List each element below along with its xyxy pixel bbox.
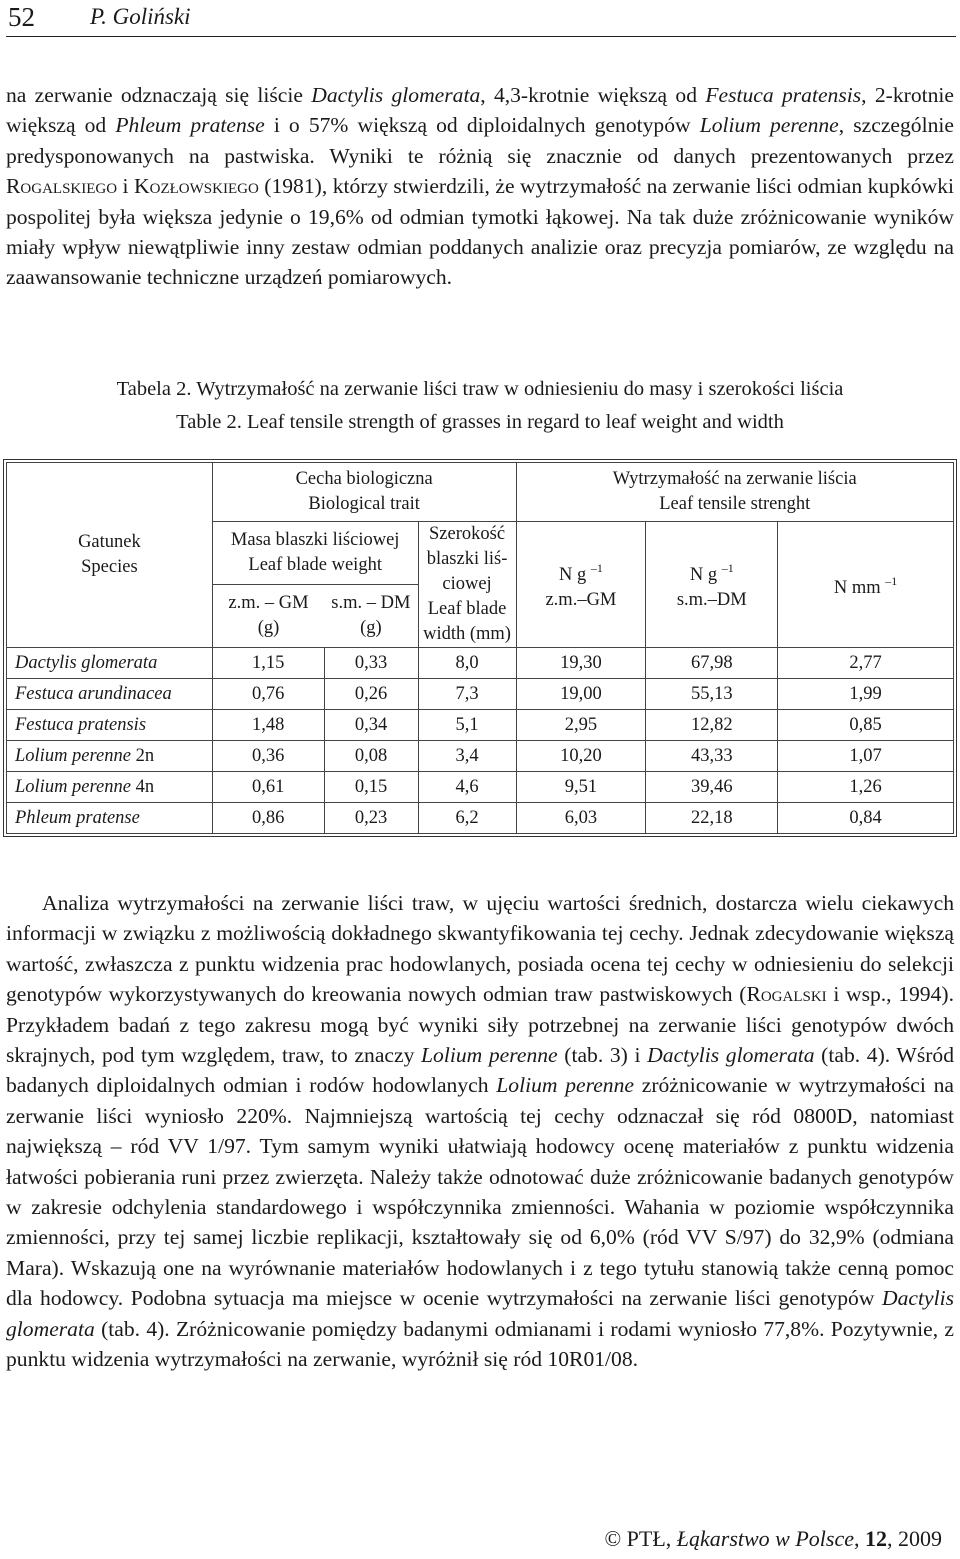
header-strength: Wytrzymałość na zerwanie liścia Leaf tensile strenght [516, 463, 953, 522]
header-dm: s.m. – DM (g) [331, 593, 411, 638]
header-ng-dm: N g $^{-1}$ s.m.–DM [646, 522, 778, 648]
cell-width: 7,3 [418, 679, 516, 710]
cell-dm: 0,26 [324, 679, 418, 710]
cell-nmm: 0,85 [778, 710, 954, 741]
cell-dm: 0,34 [324, 710, 418, 741]
cell-gm: 0,36 [212, 741, 324, 772]
cell-ng-gm: 6,03 [516, 803, 646, 834]
table-caption-en: Table 2. Leaf tensile strength of grasses in regard to leaf weight and width [176, 411, 784, 433]
table-caption-pl: Tabela 2. Wytrzymałość na zerwanie liści traw w odniesieniu do masy i szerokości liścia [116, 378, 844, 400]
cell-ng-dm: 67,98 [646, 648, 778, 679]
header-trait: Cecha biologiczna Biological trait [212, 463, 516, 522]
species-cell: Phleum pratense [7, 803, 213, 834]
table-row [7, 710, 954, 741]
header-mass: Masa blaszki liściowej Leaf blade weight [212, 522, 418, 585]
header-ng-gm: N g $^{-1}$ z.m.–GM [516, 522, 646, 648]
cell-ng-gm: 19,00 [516, 679, 646, 710]
cell-ng-dm: 43,33 [646, 741, 778, 772]
cell-nmm: 1,26 [778, 772, 954, 803]
cell-nmm: 2,77 [778, 648, 954, 679]
cell-width: 8,0 [418, 648, 516, 679]
header-species: Gatunek Species [7, 463, 213, 648]
cell-nmm: 1,99 [778, 679, 954, 710]
cell-width: 3,4 [418, 741, 516, 772]
cell-width: 4,6 [418, 772, 516, 803]
table-row [7, 679, 954, 710]
data-table [6, 462, 954, 834]
cell-dm: 0,15 [324, 772, 418, 803]
cell-width: 6,2 [418, 803, 516, 834]
header-nmm: N mm $^{-1}$ [778, 522, 954, 648]
cell-ng-dm: 12,82 [646, 710, 778, 741]
cell-nmm: 0,84 [778, 803, 954, 834]
species-cell: Festuca pratensis [7, 710, 213, 741]
cell-ng-gm: 19,30 [516, 648, 646, 679]
table-row [7, 648, 954, 679]
cell-gm: 1,48 [212, 710, 324, 741]
header-gm: z.m. – GM (g) [228, 593, 309, 638]
page-footer: © PTŁ, Łąkarstwo w Polsce, 12, 2009 [604, 1526, 942, 1551]
species-cell: Dactylis glomerata [7, 648, 213, 679]
cell-ng-dm: 39,46 [646, 772, 778, 803]
cell-ng-dm: 55,13 [646, 679, 778, 710]
header-width: Szerokość blaszki liś- ciowej Leaf blade width (mm) [418, 522, 516, 648]
cell-gm: 0,76 [212, 679, 324, 710]
cell-dm: 0,08 [324, 741, 418, 772]
paragraph-1: na zerwanie odznaczają się liście Dactylis glomerata, 4,3-krotnie większą od Festuca pratensis, 2-krotnie większą od Phleum pratense i o 57% większą od diploidalnych genotypów Lolium perenne, szczególnie predysponowanych na pastwiska. Wyniki te różnią się znacznie od danych prezentowanych przez Rogalskiego i Kozłowskiego (1981), którzy stwierdzili, że wytrzymałość na zerwanie liści odmian kupkówki pospolitej była większa jedynie o 19,6% od odmian tymotki łąkowej. Na tak duże zróżnicowanie wyników miały wpływ niewątpliwie inny zestaw odmian poddanych analizie oraz precyzja pomiarów, ze względu na zaawansowanie techniczne urządzeń pomiarowych. [6, 83, 954, 290]
cell-gm: 1,15 [212, 648, 324, 679]
cell-dm: 0,23 [324, 803, 418, 834]
table-row [7, 803, 954, 834]
cell-ng-gm: 2,95 [516, 710, 646, 741]
table-row [7, 772, 954, 803]
cell-ng-gm: 10,20 [516, 741, 646, 772]
running-head-author: P. Goliński [90, 4, 191, 29]
page-header [6, 0, 956, 37]
cell-gm: 0,86 [212, 803, 324, 834]
cell-width: 5,1 [418, 710, 516, 741]
cell-gm: 0,61 [212, 772, 324, 803]
cell-dm: 0,33 [324, 648, 418, 679]
cell-ng-gm: 9,51 [516, 772, 646, 803]
cell-ng-dm: 22,18 [646, 803, 778, 834]
paragraph-2: Analiza wytrzymałości na zerwanie liści traw, w ujęciu wartości średnich, dostarcza wielu ciekawych informacji w związku z możliwością dokładnego skwantyfikowania tej cechy. Jednak zdecydowanie większą wartość, zwłaszcza z punktu widzenia prac hodowlanych, posiada ocena tej cechy w odniesieniu do selekcji genotypów wykorzystywanych do kreowania nowych odmian traw pastwiskowych (Rogalski i wsp., 1994). Przykładem badań z tego zakresu mogą być wyniki siły potrzebnej na zerwanie liści genotypów dwóch skrajnych, pod tym względem, traw, to znaczy Lolium perenne (tab. 3) i Dactylis glomerata (tab. 4). Wśród badanych diploidalnych odmian i rodów hodowlanych Lolium perenne zróżnicowanie w wytrzymałości na zerwanie liści wyniosło 220%. Najmniejszą wartością tej cechy odznaczał się ród 0800D, natomiast największą – ród VV 1/97. Tym samym wyniki ułatwiają hodowcy ocenę materiałów z punktu widzenia łatwości pobierania runi przez zwierzęta. Należy także odnotować duże zróżnicowanie badanych genotypów w zakresie odchylenia standardowego i współczynnika zmienności. Wahania w poziomie współczynnika zmienności, przy tej samej liczbie replikacji, kształtowały się od 6,0% (ród VV S/97) do 32,9% (odmiana Mara). Wskazują one na wyrównanie materiałów hodowlanych i z tego tytułu stanowią także cenną pomoc dla hodowcy. Podobna sytuacja ma miejsce w ocenie wytrzymałości na zerwanie liści genotypów Dactylis glomerata (tab. 4). Zróżnicowanie pomiędzy badanymi odmianami i rodami wyniosło 77,8%. Pozytywnie, z punktu widzenia wytrzymałości na zerwanie, wyróżnił się ród 10R01/08. [6, 891, 955, 1372]
table-row [7, 741, 954, 772]
page-number: 52 [8, 2, 35, 32]
species-cell: Lolium perenne 2n [7, 741, 213, 772]
cell-nmm: 1,07 [778, 741, 954, 772]
species-cell: Lolium perenne 4n [7, 772, 213, 803]
species-cell: Festuca arundinacea [7, 679, 213, 710]
